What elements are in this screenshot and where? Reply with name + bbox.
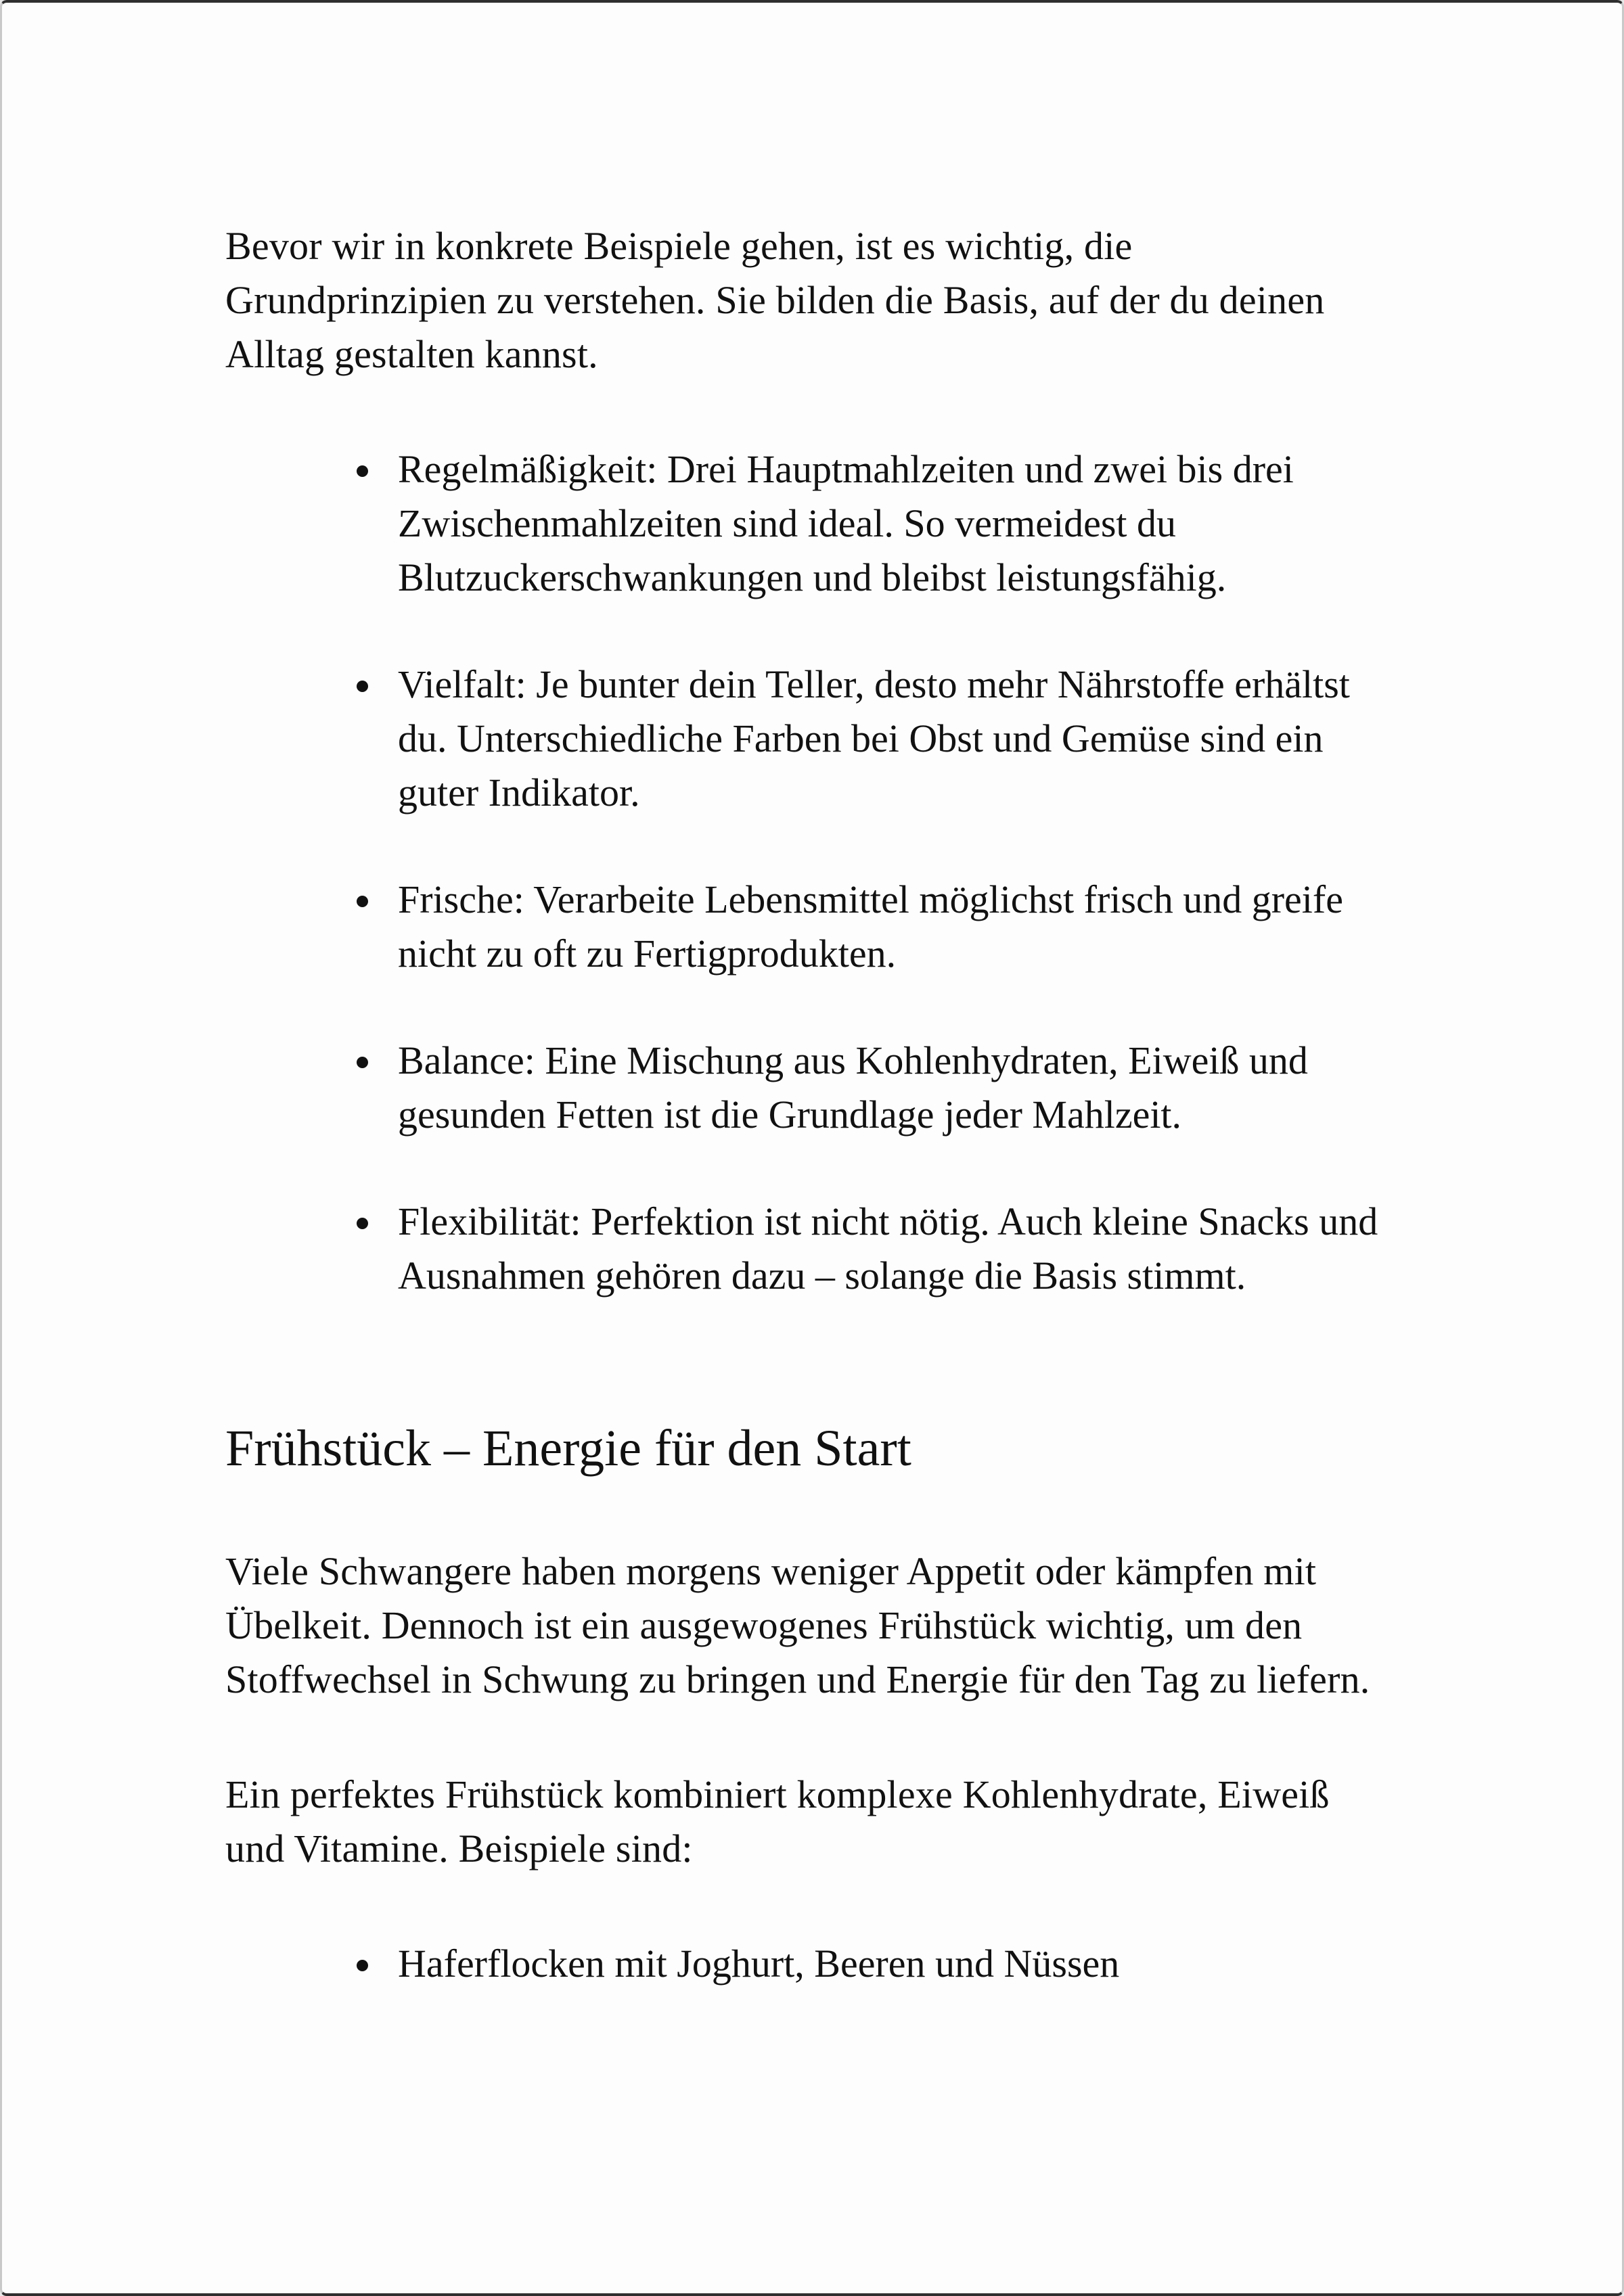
list-item-regelmaessigkeit: • Regelmäßigkeit: Drei Hauptmahlzeiten und zwei bis drei Zwischenmahlzeiten sind ideal. So vermeidest du Blutzuckerschwankungen und bleibst leistungsfähig. xyxy=(384,442,1396,605)
principles-list xyxy=(225,442,1396,1303)
list-item-balance: • Balance: Eine Mischung aus Kohlenhydraten, Eiweiß und gesunden Fetten ist die Grundlage jeder Mahlzeit. xyxy=(384,1034,1396,1142)
section-heading-fruehstueck: Frühstück – Energie für den Start xyxy=(225,1420,911,1477)
document-content xyxy=(225,219,1396,1991)
breakfast-paragraph-2: Ein perfektes Frühstück kombiniert komplexe Kohlenhydrate, Eiweiß und Vitamine. Beispiele sind: xyxy=(225,1772,1330,1870)
list-item-flexibilitaet: • Flexibilität: Perfektion ist nicht nötig. Auch kleine Snacks und Ausnahmen gehören dazu – solange die Basis stimmt. xyxy=(384,1195,1396,1303)
intro-paragraph: Bevor wir in konkrete Beispiele gehen, ist es wichtig, die Grundprinzipien zu verstehen. Sie bilden die Basis, auf der du deinen Alltag gestalten kannst. xyxy=(225,224,1325,377)
breakfast-examples-list xyxy=(225,1937,1396,1991)
list-item-frische: • Frische: Verarbeite Lebensmittel möglichst frisch und greife nicht zu oft zu Fertigprodukten. xyxy=(384,873,1396,981)
breakfast-paragraph-1: Viele Schwangere haben morgens weniger Appetit oder kämpfen mit Übelkeit. Dennoch ist ein ausgewogenes Frühstück wichtig, um den Stoffwechsel in Schwung zu bringen und Energie für den Tag zu liefern. xyxy=(225,1548,1370,1701)
list-item-haferflocken: • Haferflocken mit Joghurt, Beeren und Nüssen xyxy=(384,1937,1396,1991)
list-item-vielfalt: • Vielfalt: Je bunter dein Teller, desto mehr Nährstoffe erhältst du. Unterschiedliche Farben bei Obst und Gemüse sind ein guter Indikator. xyxy=(384,658,1396,820)
